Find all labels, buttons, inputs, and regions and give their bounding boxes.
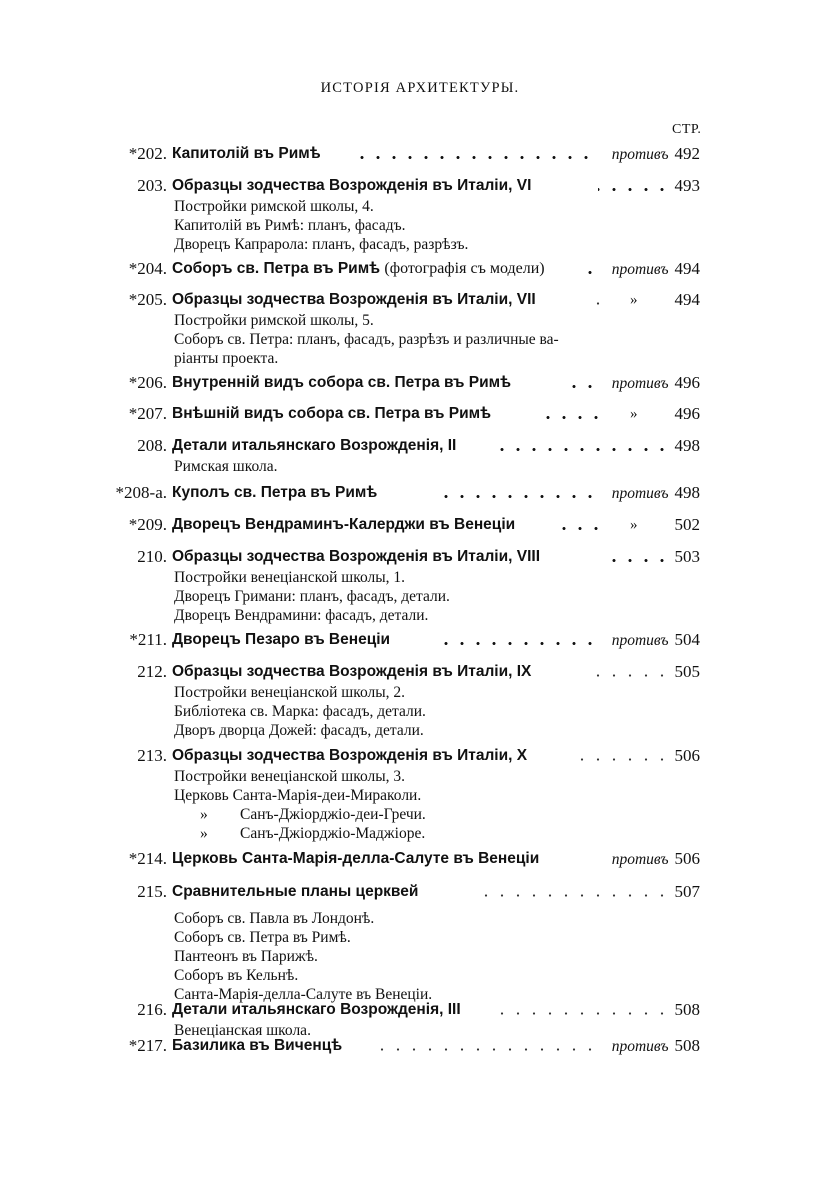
dot-leader	[556, 527, 604, 530]
list-item	[0, 372, 840, 394]
list-item	[0, 848, 840, 870]
entry-detail: Постройки венеціанской школы, 2.	[174, 684, 406, 701]
entry-detail: ріанты проекта.	[174, 350, 279, 367]
entry-title: Детали итальянскаго Возрожденія, III	[172, 1001, 461, 1018]
entry-detail: Постройки римской школы, 5.	[174, 312, 374, 329]
ditto-mark: »	[200, 825, 208, 842]
ditto-mark: »	[630, 517, 638, 533]
ditto-mark: »	[630, 406, 638, 422]
page-reference: противъ 506	[611, 849, 700, 868]
entry-number: *205.	[128, 290, 167, 309]
entry-title: Образцы зодчества Возрожденія въ Италіи, VII	[172, 291, 536, 308]
dot-leader	[372, 1048, 598, 1051]
list-item	[0, 514, 840, 536]
entry-detail: Соборъ св. Петра въ Римѣ.	[174, 929, 351, 946]
entry-number: 203.	[137, 176, 167, 195]
list-item	[0, 143, 840, 165]
dot-leader	[576, 758, 670, 761]
ditto-mark: »	[630, 292, 638, 308]
entry-title: Сравнительные планы церквей	[172, 883, 419, 900]
entry-title: Образцы зодчества Возрожденія въ Италіи, IX	[172, 663, 532, 680]
page-reference: противъ 494	[611, 259, 700, 278]
dot-leader	[604, 559, 670, 562]
page-reference: противъ 492	[611, 144, 700, 163]
entry-detail: Соборъ св. Павла въ Лондонѣ.	[174, 910, 375, 927]
list-item	[0, 745, 840, 843]
list-item	[0, 881, 840, 1004]
entry-title: Образцы зодчества Возрожденія въ Италіи, VIII	[172, 548, 540, 565]
entry-detail: Венеціанская школа.	[174, 1022, 311, 1039]
entry-title: Капитолій въ Римѣ	[172, 145, 321, 162]
entry-number: *204.	[128, 259, 167, 278]
entry-number: 212.	[137, 662, 167, 681]
list-item	[0, 403, 840, 425]
entry-detail: Санта-Марія-делла-Салуте въ Венеціи.	[174, 986, 433, 1003]
page-reference: 503	[674, 547, 700, 566]
entry-number: 210.	[137, 547, 167, 566]
page-column-label: СТР.	[672, 122, 702, 137]
dot-leader	[598, 188, 670, 191]
entry-detail: Римская школа.	[174, 458, 278, 475]
entry-detail: Соборъ въ Кельнѣ.	[174, 967, 299, 984]
entry-title: Внутренній видъ собора св. Петра въ Римѣ	[172, 374, 512, 391]
dot-leader	[352, 156, 594, 159]
page-reference: 493	[674, 176, 700, 195]
entry-title: Внѣшній видъ собора св. Петра въ Римѣ	[172, 405, 491, 422]
entry-title: Куполъ св. Петра въ Римѣ	[172, 484, 378, 501]
entry-number: *214.	[128, 849, 167, 868]
entry-number: *202.	[128, 144, 167, 163]
entry-detail: Дворецъ Капрарола: планъ, фасадъ, разрѣзъ.	[174, 236, 469, 253]
dot-leader	[436, 495, 598, 498]
entry-detail: Дворецъ Вендрамини: фасадъ, детали.	[174, 607, 429, 624]
list-item	[0, 629, 840, 651]
entry-detail: Пантеонъ въ Парижѣ.	[174, 948, 318, 965]
dot-leader	[472, 894, 670, 897]
entry-title: Соборъ св. Петра въ Римѣ (фотографія съ модели)	[172, 260, 545, 277]
dot-leader	[540, 416, 604, 419]
list-item	[0, 1035, 840, 1057]
page-reference: противъ 498	[611, 483, 700, 502]
page-reference: противъ 496	[611, 373, 700, 392]
entry-number: *206.	[128, 373, 167, 392]
entry-number: 208.	[137, 436, 167, 455]
entry-number: 213.	[137, 746, 167, 765]
entry-detail: Дворъ дворца Дожей: фасадъ, детали.	[174, 722, 424, 739]
dot-leader	[560, 385, 598, 388]
page-reference: 494	[674, 290, 700, 309]
list-item	[0, 661, 840, 740]
list-item	[0, 546, 840, 625]
entry-detail: » Санъ-Джіорджіо-Маджіоре.	[200, 825, 426, 842]
entry-title: Образцы зодчества Возрожденія въ Италіи, VI	[172, 177, 532, 194]
entry-title: Дворецъ Пезаро въ Венеціи	[172, 631, 391, 648]
entry-detail: Церковь Санта-Марія-деи-Мираколи.	[174, 787, 422, 804]
list-item	[0, 999, 840, 1040]
page-title: ИСТОРІЯ АРХИТЕКТУРЫ.	[320, 80, 520, 96]
page-reference: 508	[674, 1000, 700, 1019]
entry-number: *207.	[128, 404, 167, 423]
list-item	[0, 175, 840, 254]
entry-detail: Постройки венеціанской школы, 3.	[174, 768, 406, 785]
page-reference: 502	[674, 515, 700, 534]
entry-title: Церковь Санта-Марія-делла-Салуте въ Венеціи	[172, 850, 540, 867]
page-reference: 496	[674, 404, 700, 423]
entry-detail: » Санъ-Джіорджіо-деи-Гречи.	[200, 806, 426, 823]
entry-number: 216.	[137, 1000, 167, 1019]
dot-leader	[594, 674, 670, 677]
ditto-mark: »	[200, 806, 208, 823]
entry-detail: Соборъ св. Петра: планъ, фасадъ, разрѣзъ и различные ва-	[174, 331, 559, 348]
entry-title: Образцы зодчества Возрожденія въ Италіи, X	[172, 747, 528, 764]
page-reference: 498	[674, 436, 700, 455]
page-reference: 506	[674, 746, 700, 765]
dot-leader	[594, 302, 606, 305]
entry-detail: Дворецъ Гримани: планъ, фасадъ, детали.	[174, 588, 450, 605]
dot-leader	[488, 448, 670, 451]
dot-leader	[436, 642, 598, 645]
entry-number: *209.	[128, 515, 167, 534]
entry-number: *217.	[128, 1036, 167, 1055]
entry-detail: Постройки римской школы, 4.	[174, 198, 374, 215]
list-item	[0, 289, 840, 368]
entry-title: Детали итальянскаго Возрожденія, II	[172, 437, 457, 454]
entry-number: *211.	[129, 630, 167, 649]
entry-title: Дворецъ Вендраминъ-Калерджи въ Венеціи	[172, 516, 516, 533]
page-reference: противъ 508	[611, 1036, 700, 1055]
list-item	[0, 435, 840, 476]
entry-number: 215.	[137, 882, 167, 901]
page-reference: 507	[674, 882, 700, 901]
entry-detail: Капитолій въ Римѣ: планъ, фасадъ.	[174, 217, 406, 234]
entry-number: *208-а.	[115, 483, 167, 502]
list-item	[0, 258, 840, 280]
page-reference: противъ 504	[611, 630, 700, 649]
dot-leader	[586, 271, 598, 274]
entry-detail: Постройки венеціанской школы, 1.	[174, 569, 406, 586]
list-item	[0, 482, 840, 504]
dot-leader	[496, 1012, 670, 1015]
entry-detail: Библіотека св. Марка: фасадъ, детали.	[174, 703, 426, 720]
page-reference: 505	[674, 662, 700, 681]
entry-title: Базилика въ Виченцѣ	[172, 1037, 343, 1054]
